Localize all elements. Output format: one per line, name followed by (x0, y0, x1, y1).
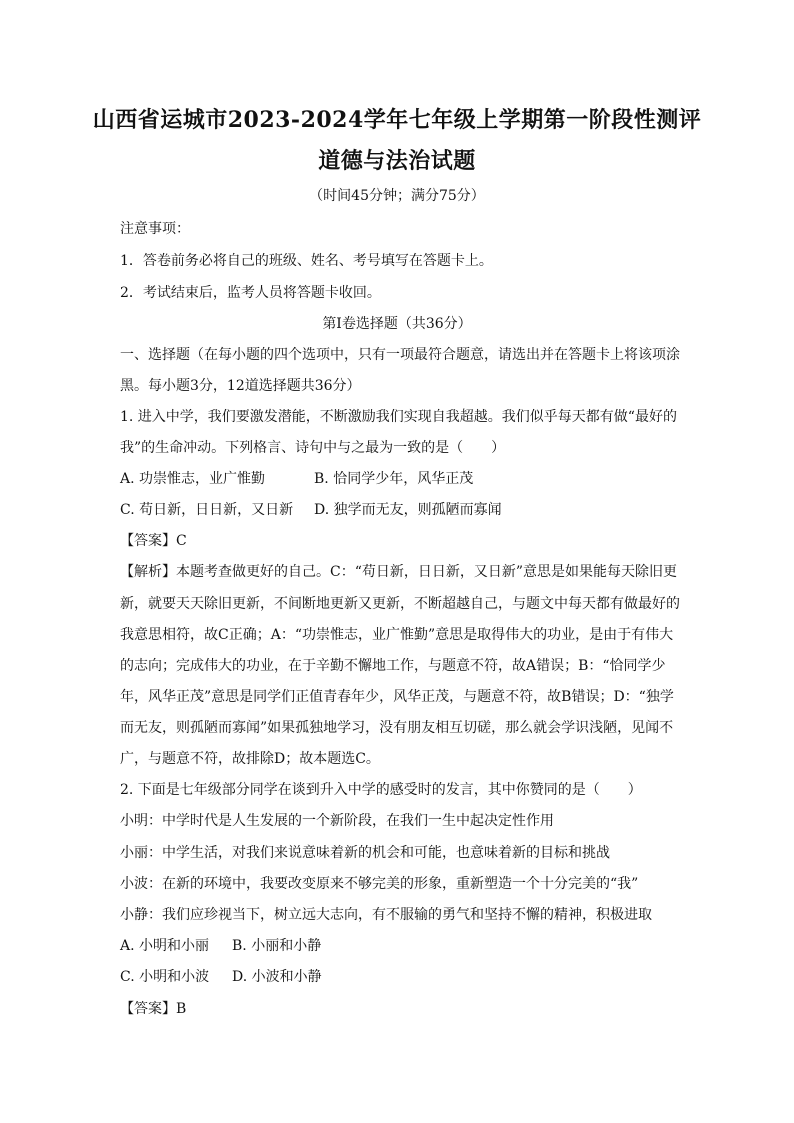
q2-answer: 【答案】B (120, 1001, 187, 1017)
q1-analysis-line: 我意思相符，故C正确；A：“功崇惟志，业广惟勤”意思是取得伟大的功业，是由于有伟大 (120, 627, 674, 643)
q2-statement: 小明：中学时代是人生发展的一个新阶段，在我们一生中起决定性作用 (120, 813, 554, 829)
exam-time-score: （时间45分钟；满分75分） (309, 188, 485, 204)
q1-stem-line2: 我”的生命冲动。下列格言、诗句中与之最为一致的是（ ） (120, 440, 506, 456)
q2-option-b: B. 小丽和小静 (232, 938, 322, 954)
notice-item-2: 2．考试结束后，监考人员将答题卡收回。 (120, 285, 381, 301)
q1-analysis-line: 广，与题意不符，故排除D；故本题选C。 (120, 751, 380, 767)
q1-option-c: C. 苟日新，日日新，又日新 (120, 502, 294, 518)
q2-option-d: D. 小波和小静 (232, 969, 322, 985)
notice-heading: 注意事项： (120, 221, 190, 237)
q2-statement: 小波：在新的环境中，我要改变原来不够完美的形象，重新塑造一个十分完美的“我” (120, 876, 639, 892)
q1-option-a: A. 功崇惟志，业广惟勤 (120, 471, 266, 487)
q2-option-c: C. 小明和小波 (120, 969, 210, 985)
notice-item-1: 1．答卷前务必将自己的班级、姓名、考号填写在答题卡上。 (120, 253, 493, 269)
q1-option-d: D. 独学而无友，则孤陋而寡闻 (314, 502, 502, 518)
exam-title-line1: 山西省运城市2023-2024学年七年级上学期第一阶段性测评 (92, 107, 702, 133)
part-instructions-line1: 一、选择题（在每小题的四个选项中，只有一项最符合题意，请选出并在答题卡上将该项涂 (120, 347, 680, 363)
q1-analysis-line: 新，就要天天除旧更新，不间断地更新又更新，不断超越自己，与题文中每天都有做最好的 (120, 596, 680, 612)
part-instructions-line2: 黑。每小题3分，12道选择题共36分） (120, 378, 361, 394)
q2-stem: 2. 下面是七年级部分同学在谈到升入中学的感受时的发言，其中你赞同的是（ ） (120, 782, 642, 798)
q1-analysis-line: 而无友，则孤陋而寡闻”如果孤独地学习，没有朋友相互切磋，那么就会学识浅陋，见闻不 (120, 720, 674, 736)
exam-title-line2: 道德与法治试题 (318, 148, 476, 174)
q2-statement: 小丽：中学生活，对我们来说意味着新的机会和可能，也意味着新的目标和挑战 (120, 845, 610, 861)
q2-option-a: A. 小明和小丽 (120, 938, 210, 954)
q1-analysis-line: 年，风华正茂”意思是同学们正值青春年少，风华正茂，与题意不符，故B错误；D：“独学 (120, 689, 674, 705)
section-title: 第I卷选择题（共36分） (322, 316, 472, 332)
q1-stem-line1: 1. 进入中学，我们要激发潜能，不断激励我们实现自我超越。我们似乎每天都有做“最好的 (120, 409, 677, 425)
q1-option-b: B. 恰同学少年，风华正茂 (314, 471, 474, 487)
q1-answer: 【答案】C (120, 533, 187, 549)
q2-statement: 小静：我们应珍视当下，树立远大志向，有不服输的勇气和坚持不懈的精神，积极进取 (120, 907, 652, 923)
q1-analysis-line: 的志向；完成伟大的功业，在于辛勤不懈地工作，与题意不符，故A错误；B：“恰同学少 (120, 658, 666, 674)
q1-analysis-line: 【解析】本题考查做更好的自己。C：“苟日新，日日新，又日新”意思是如果能每天除旧更 (120, 564, 678, 580)
